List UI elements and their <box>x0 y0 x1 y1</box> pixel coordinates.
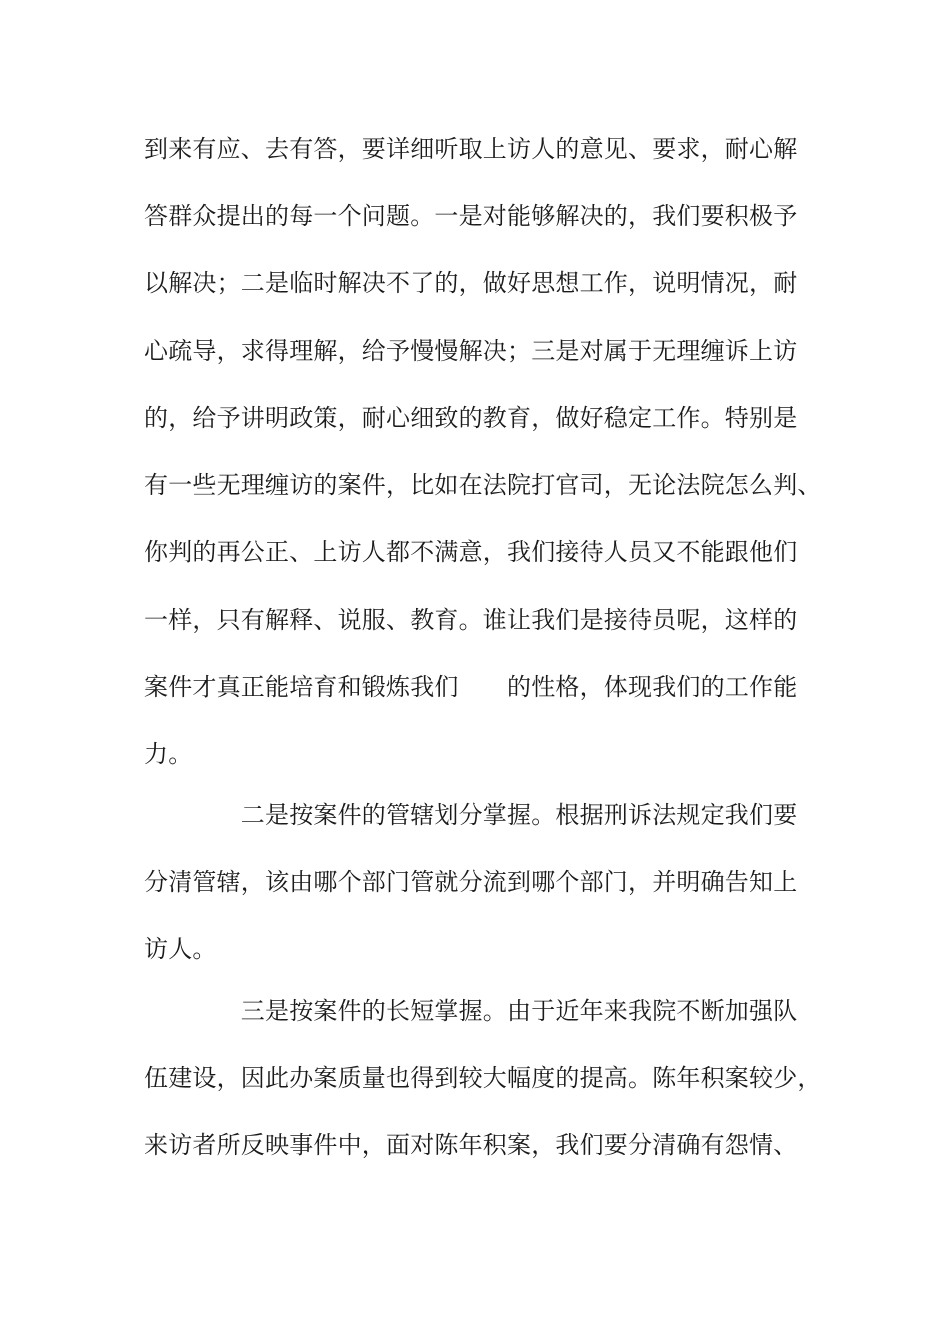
text-line-6: 有一些无理缠访的案件，比如在法院打官司，无论法院怎么判、 <box>144 471 822 499</box>
text-line-2: 答群众提出的每一个问题。一是对能够解决的，我们要积极予 <box>144 202 798 230</box>
text-line-11: 二是按案件的管辖划分掌握。根据刑诉法规定我们要 <box>144 801 798 829</box>
text-line-14: 三是按案件的长短掌握。由于近年来我院不断加强队 <box>144 997 798 1025</box>
text-line-3: 以解决；二是临时解决不了的，做好思想工作，说明情况，耐 <box>144 269 798 297</box>
text-line-15: 伍建设，因此办案质量也得到较大幅度的提高。陈年积案较少， <box>144 1064 822 1092</box>
text-line-5: 的，给予讲明政策，耐心细致的教育，做好稳定工作。特别是 <box>144 404 798 432</box>
text-line-13: 访人。 <box>144 935 217 963</box>
text-line-9: 案件才真正能培育和锻炼我们 的性格，体现我们的工作能 <box>144 673 798 701</box>
text-line-4: 心疏导，求得理解，给予慢慢解决；三是对属于无理缠诉上访 <box>144 337 798 365</box>
text-line-12: 分清管辖，该由哪个部门管就分流到哪个部门，并明确告知上 <box>144 868 798 896</box>
text-line-10: 力。 <box>144 740 193 768</box>
text-line-16: 来访者所反映事件中，面对陈年积案，我们要分清确有怨情、 <box>144 1131 798 1159</box>
text-line-1: 到来有应、去有答，要详细听取上访人的意见、要求，耐心解 <box>144 135 798 163</box>
text-line-7: 你判的再公正、上访人都不满意，我们接待人员又不能跟他们 <box>144 538 798 566</box>
text-line-8: 一样，只有解释、说服、教育。谁让我们是接待员呢，这样的 <box>144 606 798 634</box>
